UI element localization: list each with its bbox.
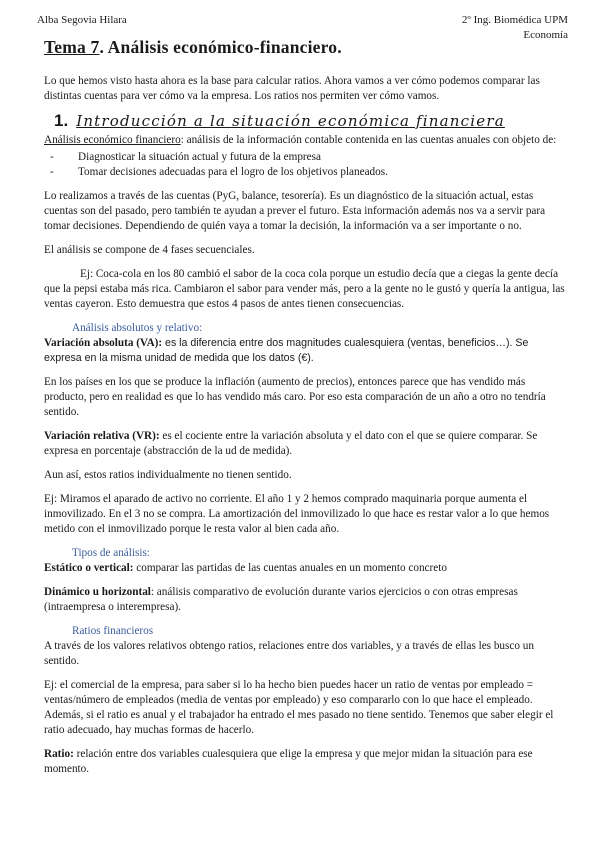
vr-label: Variación relativa (VR): — [44, 430, 160, 442]
list-item: - Tomar decisiones adecuadas para el logro de los objetivos planeados. — [44, 165, 566, 180]
document-body — [44, 74, 566, 786]
subheading-absolutos: Análisis absolutos y relativo: — [72, 322, 203, 334]
ratios-paragraph: A través de los valores relativos obtengo ratios, relaciones entre dos variables, y a través de ellas les busco un sentido. — [44, 640, 534, 667]
section-number: 1. — [54, 111, 69, 130]
va-paragraph — [44, 336, 566, 366]
estatico-text: comparar las partidas de las cuentas anuales en un momento concreto — [133, 562, 447, 574]
ratio-text: relación entre dos variables cualesquiera que elige la empresa y que mejor midan la situación para ese momento. — [44, 748, 533, 775]
header-right — [462, 13, 568, 43]
estatico-label: Estático o vertical: — [44, 562, 134, 574]
activo-example: Ej: Miramos el aparado de activo no corriente. El año 1 y 2 hemos comprado maquinaria porque aumenta el inmovilizado. En el 3 no se compra. La amortización del inmovilizado lo que hace es restar valor a lo que hemos metido con el inmovilizado porque le resta valor al bien cada año. — [44, 493, 550, 535]
coca-cola-example: Ej: Coca-cola en los 80 cambió el sabor de la coca cola porque un estudio decía que a ciegas la gente decía que la pepsi estaba más rica. Cambiaron el sabor para vender más, pero a la gente no le gustó y quería la antigua, las ventas cayeron. Esto demuestra que estos 4 pasos de antes tienen consecuencias. — [44, 268, 565, 310]
page-title — [44, 37, 342, 57]
section-heading-1 — [54, 113, 566, 129]
list-item: - Diagnosticar la situación actual y futura de la empresa — [44, 150, 566, 165]
comercial-example: Ej: el comercial de la empresa, para saber si lo ha hecho bien puedes hacer un ratio de ventas por empleado = ventas/número de empleados (media de ventas por empleado) y eso compararlo con lo que hace el empleado. Además, si el ratio es anual y el trabajador ha entrado el mes pasado no tiene sentido. Tenemos que saber elegir el ratio adecuado, hay muchas formas de hacerlo. — [44, 679, 554, 736]
inflacion-paragraph: En los países en los que se produce la inflación (aumento de precios), entonces parece que has vendido más producto, pero en realidad es que lo has vendido más caro. Por eso esta comparación de un año a otro no tendría sentido. — [44, 376, 546, 418]
header-author: Alba Segovia Hilara — [37, 14, 127, 26]
fases-paragraph: El análisis se compone de 4 fases secuenciales. — [44, 244, 255, 256]
subheading-ratios: Ratios financieros — [72, 625, 154, 637]
header-subject: Economía — [523, 29, 568, 41]
ratio-label: Ratio: — [44, 748, 74, 760]
section-title: Introducción a la situación económica financiera — [76, 112, 505, 130]
title-prefix: Tema 7 — [44, 37, 100, 57]
estatico-paragraph — [44, 561, 566, 576]
va-text: es la diferencia entre dos magnitudes cualesquiera (ventas, beneficios…). Se expresa en la misma unidad de medida que los datos (€). — [44, 337, 529, 364]
analisis-bullet-list — [44, 150, 566, 180]
ratio-definition — [44, 747, 566, 777]
aun-paragraph: Aun así, estos ratios individualmente no tienen sentido. — [44, 469, 292, 481]
vr-paragraph — [44, 429, 566, 459]
analisis-term: Análisis económico financiero — [44, 134, 181, 146]
dinamico-label: Dinámico u horizontal — [44, 586, 151, 598]
header-course: 2º Ing. Biomédica UPM — [461, 14, 568, 26]
cuentas-paragraph: Lo realizamos a través de las cuentas (PyG, balance, tesorería). Es un diagnóstico de la situación actual, estas cuentas son del pasado, pero también te ayudan a prever el futuro. Esta información además nos va a servir para tomar decisiones. Dependiendo de quién vaya a tomar la decisión, la información va a ser importante o no. — [44, 190, 546, 232]
analisis-definition — [44, 133, 566, 148]
intro-paragraph: Lo que hemos visto hasta ahora es la base para calcular ratios. Ahora vamos a ver cómo podemos comparar las distintas cuentas para ver cómo va la empresa. Los ratios nos permiten ver cómo vamos. — [44, 75, 540, 102]
dinamico-text: : análisis comparativo de evolución durante varios ejercicios o con otras empresas (intraempresa o interempresa). — [44, 586, 518, 613]
analisis-def-text: : análisis de la información contable contenida en las cuentas anuales con objeto de: — [180, 134, 557, 146]
title-rest: . Análisis económico-financiero. — [99, 37, 342, 57]
vr-text: es el cociente entre la variación absoluta y el dato con el que se quiere comparar. Se expresa en porcentaje (abstracción de la ud de medida). — [44, 430, 538, 457]
subheading-tipos: Tipos de análisis: — [72, 547, 150, 559]
va-label: Variación absoluta (VA): — [44, 337, 163, 349]
dinamico-paragraph — [44, 585, 566, 615]
